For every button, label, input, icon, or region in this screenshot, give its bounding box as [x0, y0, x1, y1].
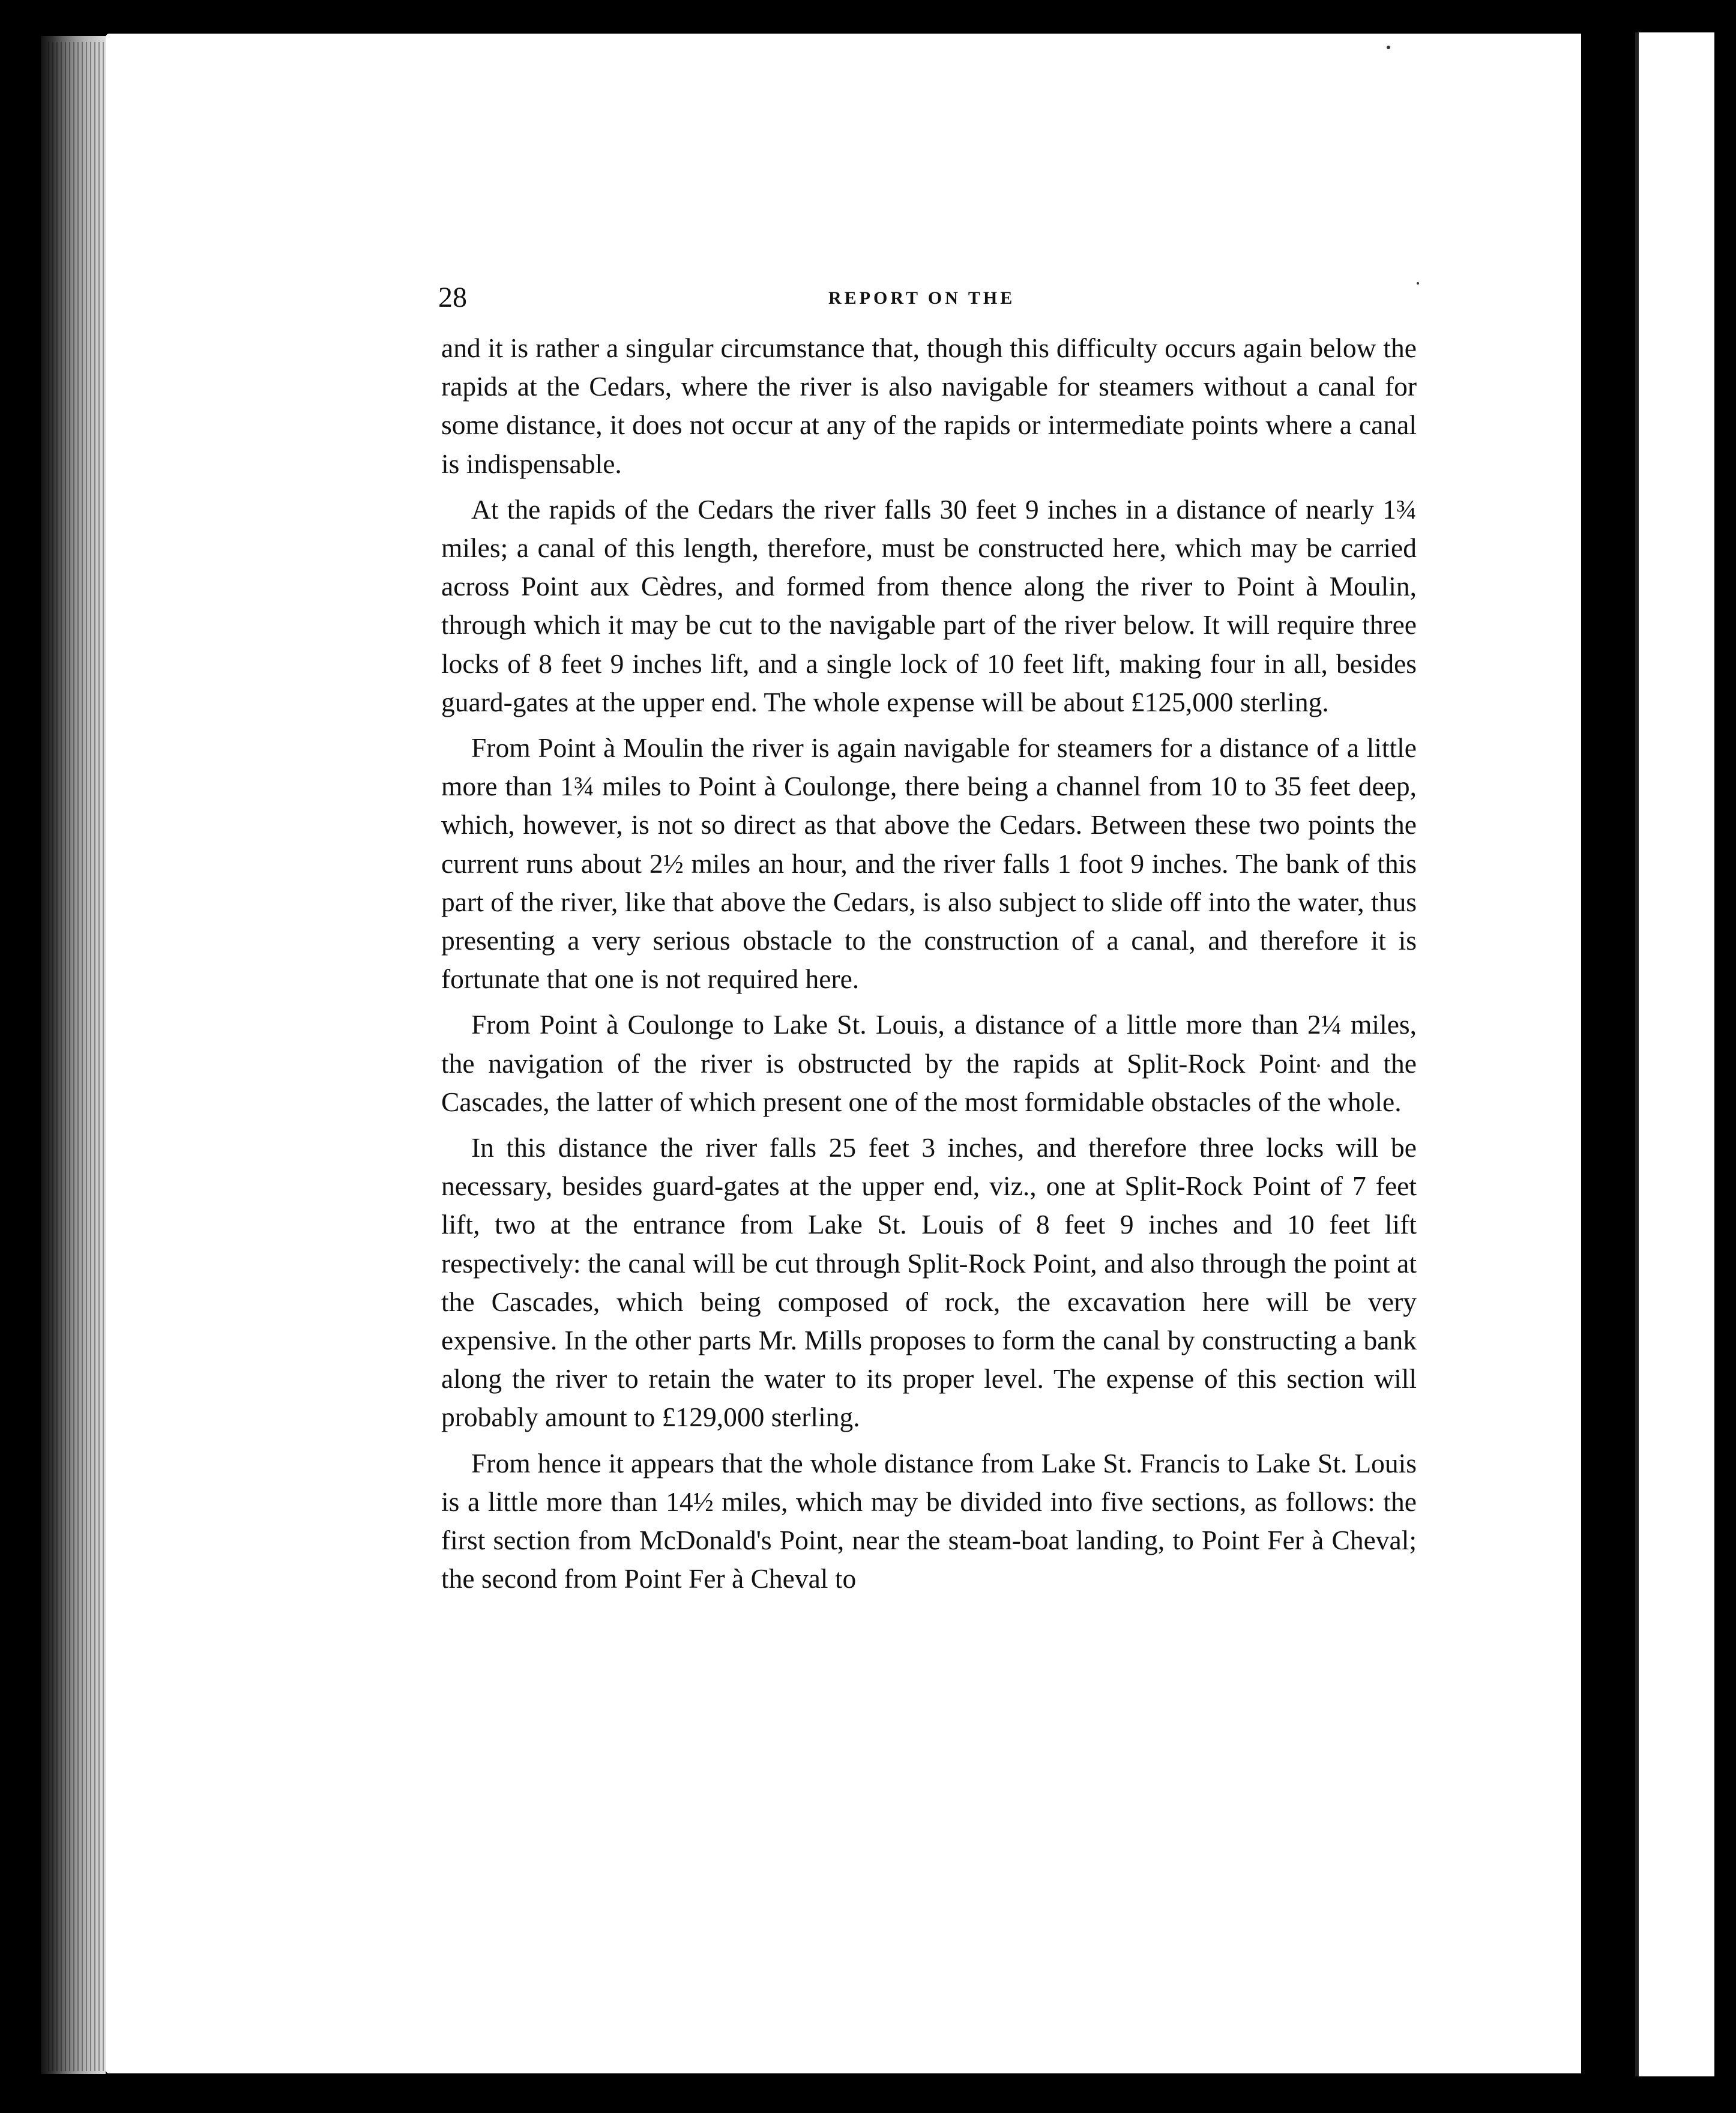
running-head-title: REPORT ON THE — [828, 288, 1016, 308]
page-stack-edges — [48, 42, 106, 2071]
paragraph-4: From Point à Coulonge to Lake St. Louis, a distance of a little more than 2¼ miles, the navigation of the river is obstructed by the rapids at Split-Rock Point and the Cascades, the latter of which present one of the most formidable obstacles of the whole. — [441, 1009, 1417, 1117]
page-number: 28 — [438, 282, 467, 313]
scan-speck — [1387, 46, 1390, 49]
next-page-sliver — [1639, 32, 1714, 2076]
paragraph-3: From Point à Moulin the river is again navigable for steamers for a distance of a little more than 1¾ miles to Point à Coulonge, there being a channel from 10 to 35 feet deep, which, however, is not so direct as that above the Cedars. Between these two points the current runs about 2½ miles an hour, and the river falls 1 foot 9 inches. The bank of this part of the river, like that above the Cedars, is also subject to slide off into the water, thus presenting a very serious obstacle to the construction of a canal, and therefore it is fortunate that one is not required here. — [441, 732, 1417, 995]
paragraph-5: In this distance the river falls 25 feet 3 inches, and therefore three locks will be necessary, besides guard-gates at the upper end, viz., one at Split-Rock Point of 7 feet lift, two at the entrance from Lake St. Louis of 8 feet 9 inches and 10 feet lift respectively: the canal will be cut through Split-Rock Point, and also through the point at the Cascades, which being composed of rock, the excavation here will be very expensive. In the other parts Mr. Mills proposes to form the canal by constructing a bank along the river to retain the water to its proper level. The expense of this section will probably amount to £129,000 sterling. — [441, 1132, 1417, 1433]
running-head — [438, 280, 1423, 316]
paragraph-6: From hence it appears that the whole distance from Lake St. Francis to Lake St. Louis is a little more than 14½ miles, which may be divided into five sections, as follows: the first section from McDonald's Point, near the steam-boat landing, to Point Fer à Cheval; the second from Point Fer à Cheval to — [441, 1447, 1417, 1594]
page-gutter-shadow — [1581, 30, 1639, 2083]
body-text — [441, 329, 1417, 1599]
paragraph-1: and it is rather a singular circumstance that, though this difficulty occurs again below the rapids at the Cedars, where the river is also navigable for steamers without a canal for some distance, it does not occur at any of the rapids or intermediate points where a canal is indispensable. — [441, 333, 1417, 479]
paragraph-2: At the rapids of the Cedars the river falls 30 feet 9 inches in a distance of nearly 1¾ miles; a canal of this length, therefore, must be constructed here, which may be carried across Point aux Cèdres, and formed from thence along the river to Point à Moulin, through which it may be cut to the navigable part of the river below. It will require three locks of 8 feet 9 inches lift, and a single lock of 10 feet lift, making four in all, besides guard-gates at the upper end. The whole expense will be about £125,000 sterling. — [441, 493, 1417, 717]
